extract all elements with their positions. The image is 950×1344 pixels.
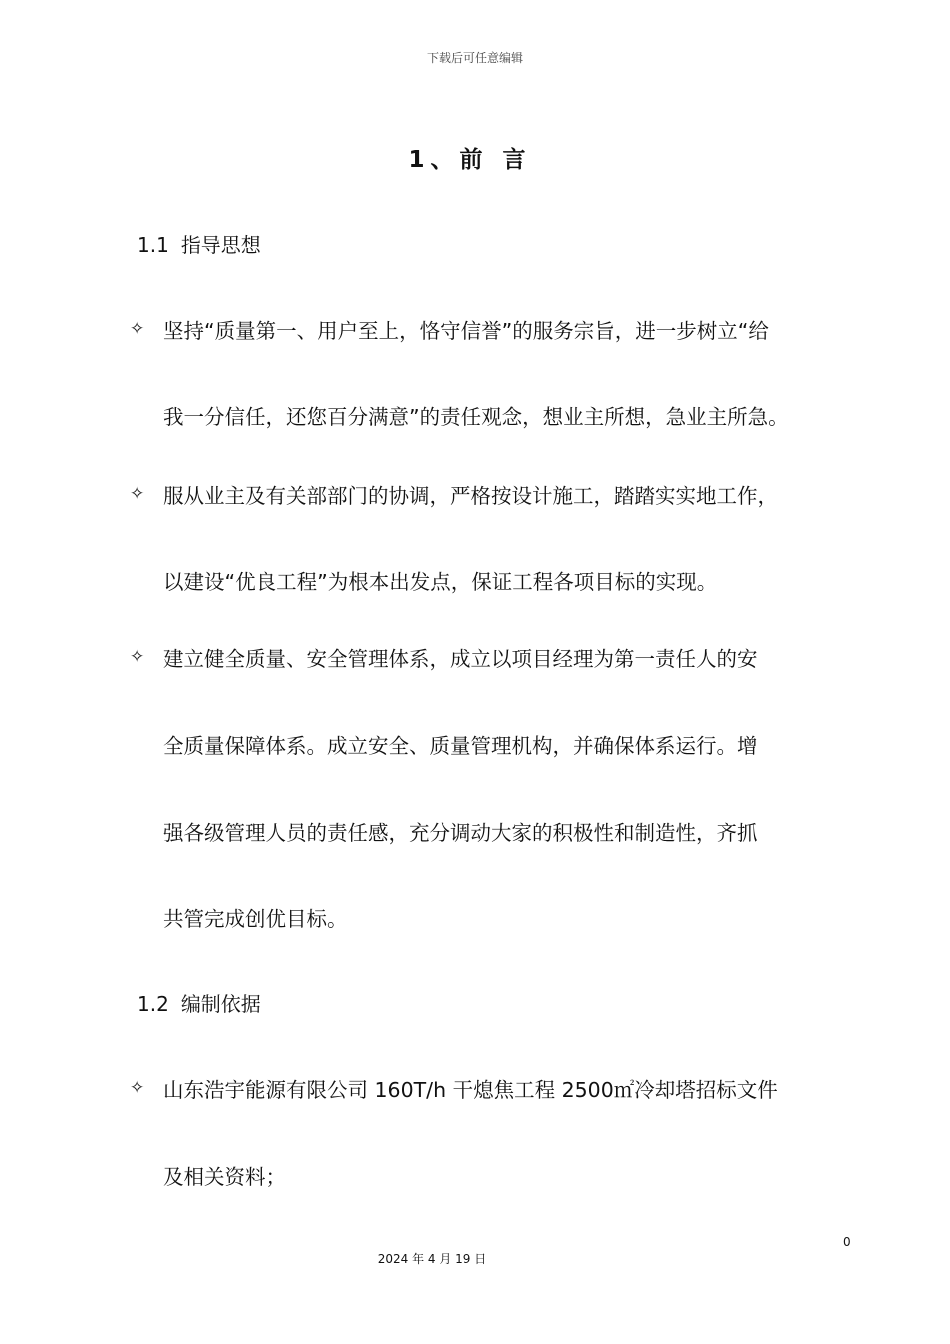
- bullet-icon: ✧: [130, 1078, 145, 1098]
- bullet-icon: ✧: [130, 319, 145, 339]
- bullet-icon: ✧: [130, 484, 145, 504]
- footer-date: 2024 年 4 月 19 日: [377, 1252, 487, 1266]
- section-number: 1.2: [137, 992, 169, 1016]
- paragraph-line: 坚持“质量第一、用户至上，恪守信誉”的服务宗旨，进一步树立“给: [163, 319, 769, 343]
- section-title: 指导思想: [180, 233, 261, 257]
- section-heading: [137, 988, 261, 1017]
- section-number: 1.1: [137, 233, 169, 257]
- paragraph-line: 以建设“优良工程”为根本出发点，保证工程各项目标的实现。: [163, 570, 718, 594]
- bullet-icon: ✧: [130, 647, 145, 667]
- paragraph-line: 及相关资料；: [163, 1165, 286, 1189]
- section-heading: [137, 229, 261, 258]
- header-note: 下载后可任意编辑: [426, 51, 523, 65]
- paragraph-line: 服从业主及有关部部门的协调，严格按设计施工，踏踏实实地工作，: [163, 484, 778, 508]
- paragraph-line: 我一分信任，还您百分满意”的责任观念，想业主所想，急业主所急。: [163, 405, 789, 429]
- page-number: 0: [843, 1235, 851, 1249]
- document-title: 1、前 言: [408, 147, 532, 173]
- paragraph-line: 全质量保障体系。成立安全、质量管理机构，并确保体系运行。增: [163, 734, 758, 758]
- paragraph-line: 共管完成创优目标。: [163, 907, 348, 931]
- paragraph-line: 山东浩宇能源有限公司 160T/h 干熄焦工程 2500㎡冷却塔招标文件: [163, 1078, 778, 1102]
- section-title: 编制依据: [180, 992, 261, 1016]
- paragraph-line: 建立健全质量、安全管理体系，成立以项目经理为第一责任人的安: [163, 647, 758, 671]
- paragraph-line: 强各级管理人员的责任感，充分调动大家的积极性和制造性，齐抓: [163, 821, 758, 845]
